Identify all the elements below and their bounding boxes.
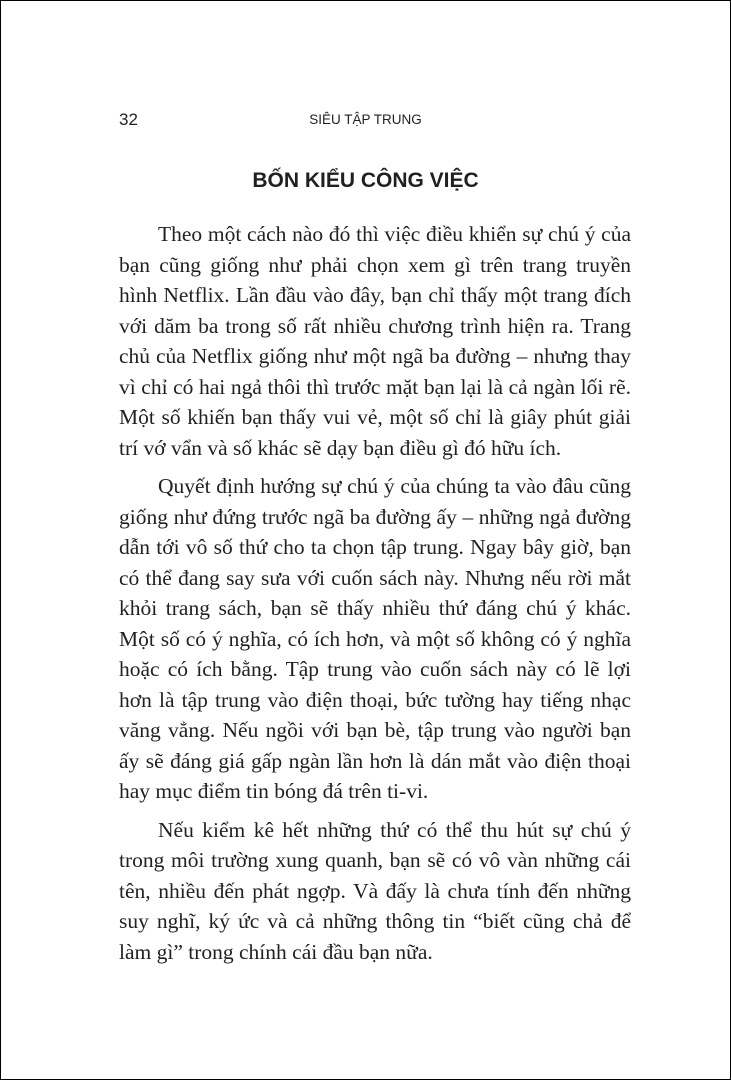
paragraph-3: Nếu kiểm kê hết những thứ có thể thu hút sự chú ý trong môi trường xung quanh, bạn sẽ có vô vàn những cái tên, nhiều đến phát ngợp. Và đấy là chưa tính đến những suy nghĩ, ký ức và cả những thông tin “biết cũng chả để làm gì” trong chính cái đầu bạn nữa. (119, 817, 631, 964)
paragraph-1: Theo một cách nào đó thì việc điều khiển sự chú ý của bạn cũng giống như phải chọn xem gì trên trang truyền hình Netflix. Lần đầu vào đây, bạn chỉ thấy một trang đích với dăm ba trong số rất nhiều chương trình hiện ra. Trang chủ của Netflix giống như một ngã ba đường – nhưng thay vì chỉ có hai ngả thôi thì trước mặt bạn lại là cả ngàn lối rẽ. Một số khiến bạn thấy vui vẻ, một số chỉ là giây phút giải trí vớ vẩn và số khác sẽ dạy bạn điều gì đó hữu ích. (119, 222, 631, 460)
body-text (119, 219, 631, 975)
chapter-title: BỐN KIỂU CÔNG VIỆC (252, 169, 479, 192)
book-title: SIÊU TẬP TRUNG (309, 112, 422, 127)
paragraph-2: Quyết định hướng sự chú ý của chúng ta vào đâu cũng giống như đứng trước ngã ba đường ấy – những ngả đường dẫn tới vô số thứ cho ta chọn tập trung. Ngay bây giờ, bạn có thể đang say sưa với cuốn sách này. Nhưng nếu rời mắt khỏi trang sách, bạn sẽ thấy nhiều thứ đáng chú ý khác. Một số có ý nghĩa, có ích hơn, và một số không có ý nghĩa hoặc có ích bằng. Tập trung vào cuốn sách này có lẽ lợi hơn là tập trung vào điện thoại, bức tường hay tiếng nhạc văng vẳng. Nếu ngồi với bạn bè, tập trung vào người bạn ấy sẽ đáng giá gấp ngàn lần hơn là dán mắt vào điện thoại hay mục điểm tin bóng đá trên ti-vi. (119, 474, 631, 803)
running-head (119, 109, 612, 131)
page-number: 32 (119, 110, 138, 129)
